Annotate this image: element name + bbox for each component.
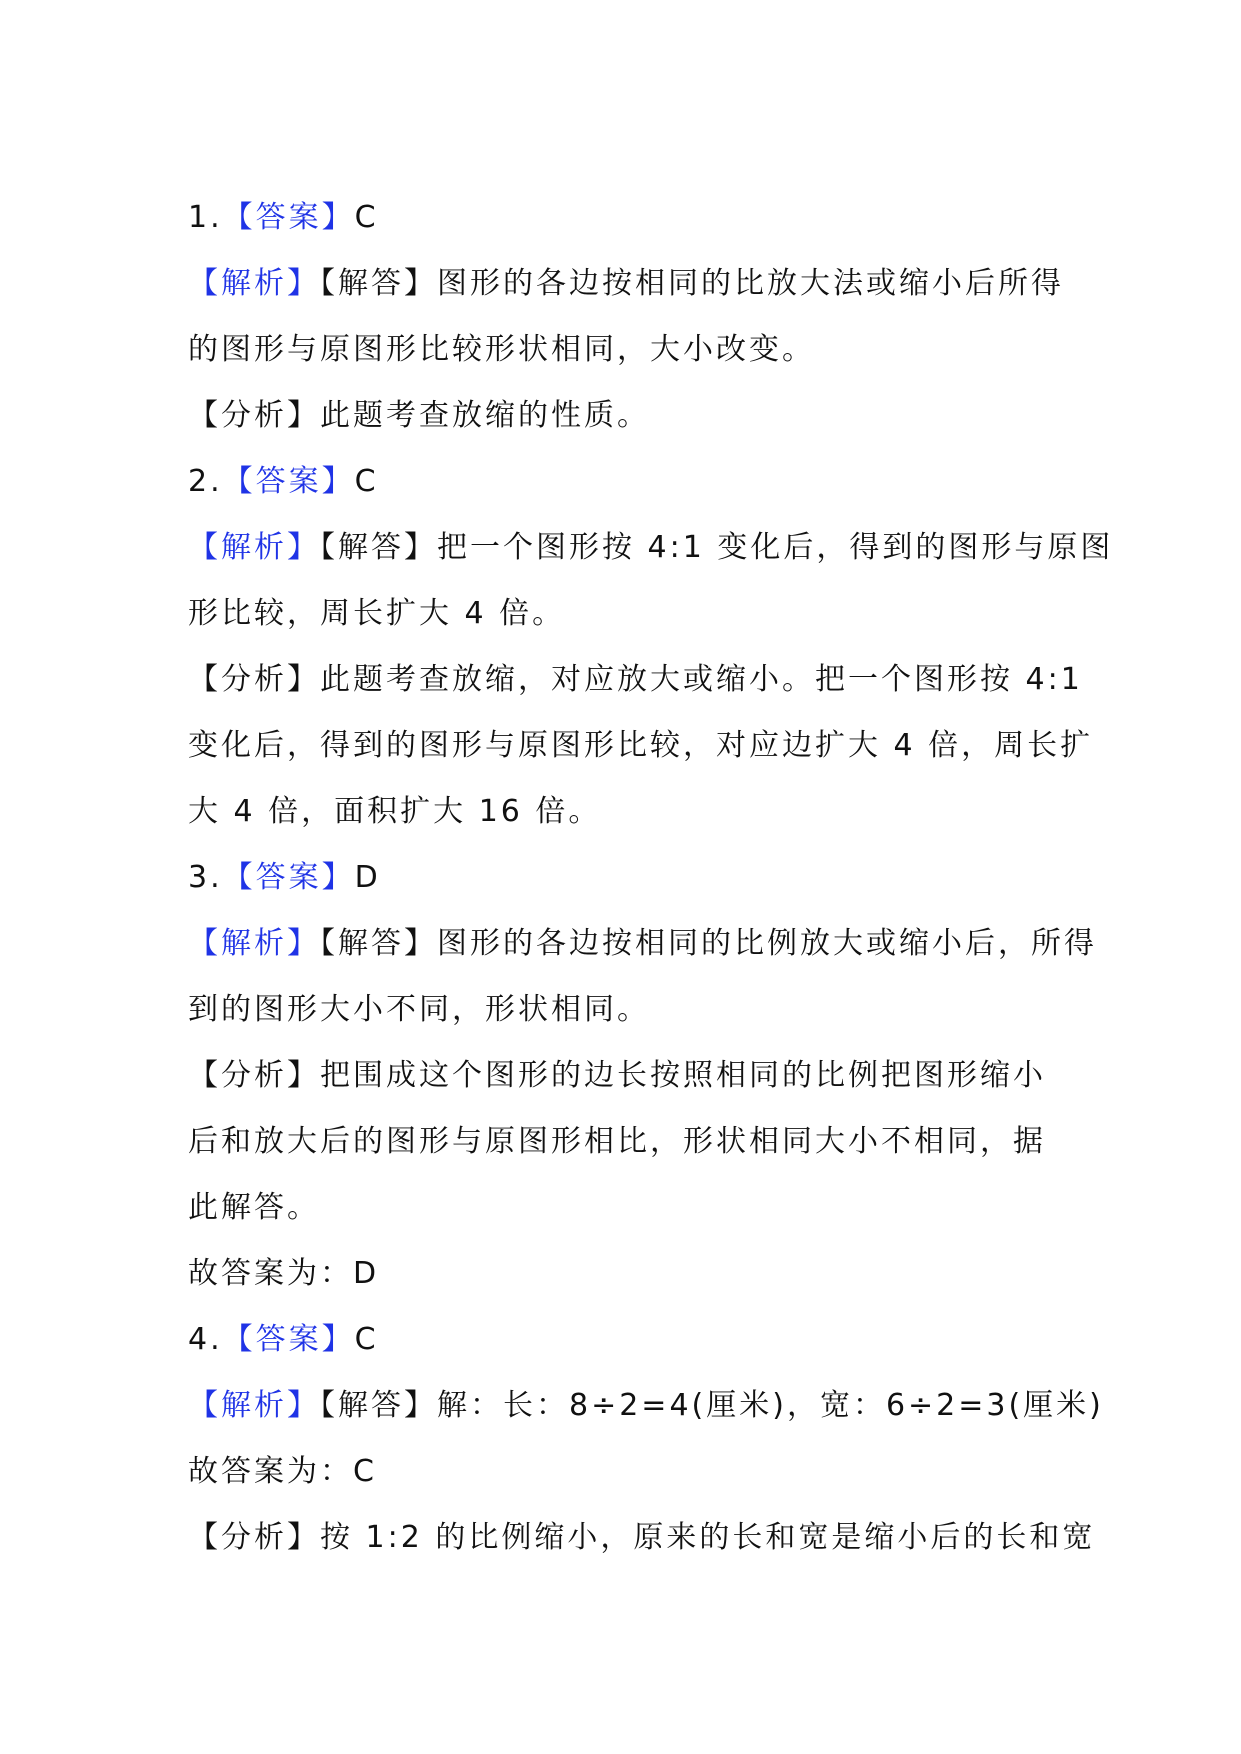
answer-content <box>188 196 1114 1582</box>
answer-value: D <box>354 860 381 895</box>
jiexi-label: 【解析】 <box>188 926 320 961</box>
fenxi-line: 【分析】按 1:2 的比例缩小，原来的长和宽是缩小后的长和宽 <box>188 1520 1096 1555</box>
jiexi-label: 【解析】 <box>188 530 320 565</box>
answer-number: 2. <box>188 464 223 499</box>
fenxi-line: 后和放大后的图形与原图形相比，形状相同大小不相同，据 <box>188 1124 1046 1159</box>
fenxi-line: 【分析】此题考查放缩，对应放大或缩小。把一个图形按 4:1 <box>188 662 1083 697</box>
answer-label: 【答案】 <box>222 464 355 499</box>
fenxi-line: 大 4 倍，面积扩大 16 倍。 <box>188 794 602 829</box>
final-answer-line: 故答案为：C <box>188 1454 377 1489</box>
analysis-line: 的图形与原图形比较形状相同，大小改变。 <box>188 332 815 367</box>
answer-number: 4. <box>188 1322 223 1357</box>
analysis-line <box>188 526 1114 592</box>
answer-number: 1. <box>188 200 223 235</box>
answer-value: C <box>354 200 379 235</box>
fenxi-line: 此解答。 <box>188 1190 320 1225</box>
analysis-line <box>188 922 1097 988</box>
analysis-line: 形比较，周长扩大 4 倍。 <box>188 596 566 631</box>
answer-label: 【答案】 <box>222 200 355 235</box>
jiexi-text: 【解答】图形的各边按相同的比例放大或缩小后，所得 <box>320 926 1097 961</box>
answer-number: 3. <box>188 860 223 895</box>
answer-line-4 <box>188 1318 1068 1384</box>
jiexi-text: 【解答】把一个图形按 4:1 变化后，得到的图形与原图 <box>320 530 1114 565</box>
analysis-line: 到的图形大小不同，形状相同。 <box>188 992 650 1027</box>
fenxi-line: 【分析】把围成这个图形的边长按照相同的比例把图形缩小 <box>188 1058 1046 1093</box>
analysis-line <box>188 262 1068 328</box>
jiexi-label: 【解析】 <box>188 266 320 301</box>
answer-line-1 <box>188 196 1068 262</box>
answer-value: C <box>354 464 379 499</box>
final-answer-line: 故答案为：D <box>188 1256 380 1291</box>
fenxi-line: 变化后，得到的图形与原图形比较，对应边扩大 4 倍，周长扩 <box>188 728 1094 763</box>
jiexi-label: 【解析】 <box>188 1388 320 1423</box>
jiexi-text: 【解答】解：长：8÷2=4(厘米)，宽：6÷2=3(厘米) <box>320 1388 1104 1423</box>
answer-line-3 <box>188 856 1068 922</box>
fenxi-line: 【分析】此题考查放缩的性质。 <box>188 398 650 433</box>
answer-label: 【答案】 <box>222 1322 355 1357</box>
answer-label: 【答案】 <box>222 860 355 895</box>
answer-line-2 <box>188 460 1068 526</box>
analysis-line <box>188 1384 1104 1450</box>
answer-value: C <box>354 1322 379 1357</box>
jiexi-text: 【解答】图形的各边按相同的比放大法或缩小后所得 <box>320 266 1064 301</box>
